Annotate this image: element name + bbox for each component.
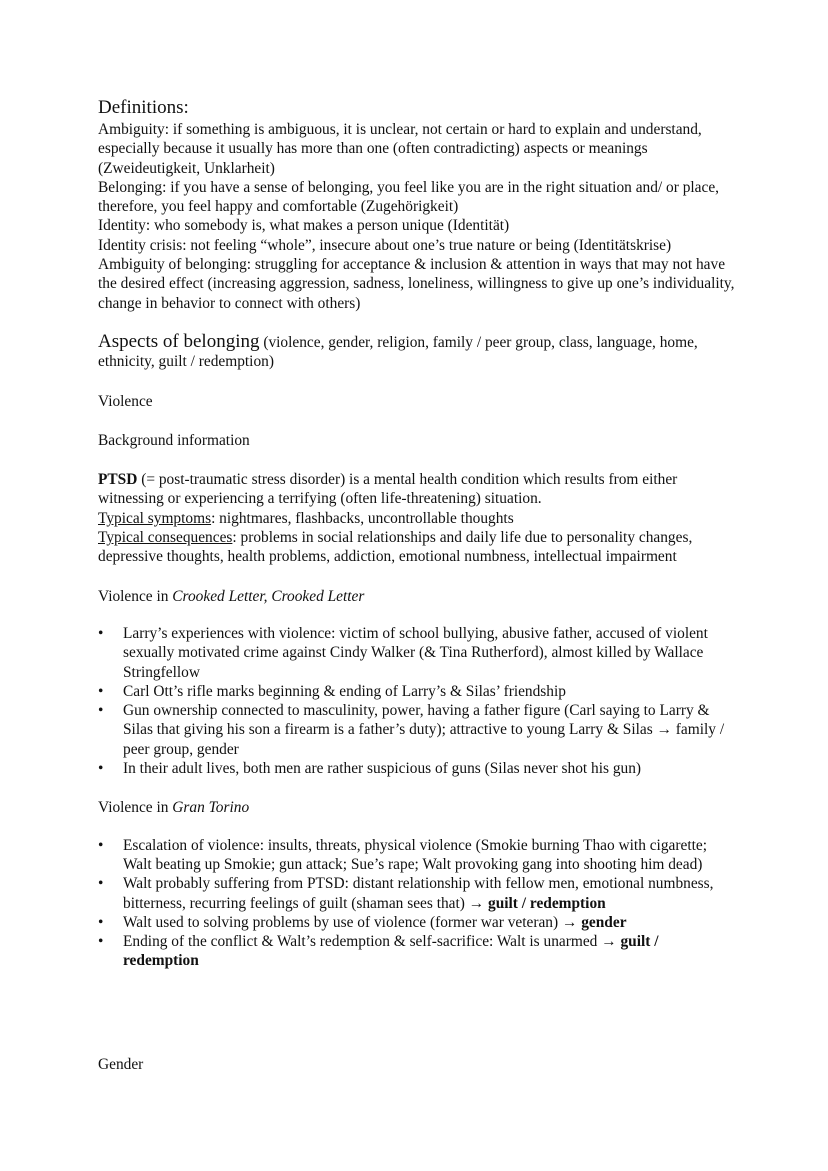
bullet-icon: • (98, 875, 104, 893)
background-heading: Background information (98, 431, 250, 449)
bullet-icon: • (98, 624, 104, 642)
book-title: Crooked Letter, Crooked Letter (172, 587, 365, 605)
list-item-text: Gun ownership connected to masculinity, power, having a father figure (Carl saying to Larry & Silas that giving his son a firearm is a father’s duty); attractive to young Larry & Silas → family / peer group, gender (123, 702, 725, 758)
list-item (98, 874, 738, 913)
bullet-icon: • (98, 933, 104, 951)
list-item (98, 701, 738, 759)
definition-identity: Identity: who somebody is, what makes a person unique (Identität) (98, 217, 510, 235)
bullet-icon: • (98, 682, 104, 700)
ptsd-text: (= post-traumatic stress disorder) is a mental health condition which results from either witnessing or experiencing a terrifying (often life-threatening) situation. (98, 471, 678, 508)
consequences-text: : problems in social relationships and daily life due to personality changes, depressive thoughts, health problems, addiction, emotional numbness, intellectual impairment (98, 529, 693, 566)
symptoms-text: : nightmares, flashbacks, uncontrollable thoughts (211, 509, 514, 527)
definitions-heading: Definitions: (98, 97, 189, 118)
heading-prefix: Violence in (98, 799, 173, 817)
aspects-list: (violence, gender, religion, family / peer group, class, language, home, ethnicity, guilt / redemption) (98, 333, 698, 371)
list-item (98, 913, 738, 932)
aspect-tag: guilt / redemption (488, 894, 606, 912)
list-item (98, 759, 738, 778)
list-item-text: Walt probably suffering from PTSD: distant relationship with fellow men, emotional numbness, bitterness, recurring feelings of guilt (shaman sees that) → (123, 875, 714, 912)
list-item-text: Ending of the conflict & Walt’s redemption & self-sacrifice: Walt is unarmed → (123, 933, 621, 951)
aspect-tag: guilt / redemption (123, 933, 659, 970)
gender-heading: Gender (98, 1056, 144, 1073)
bullet-icon: • (98, 702, 104, 720)
consequences-label: Typical consequences (98, 529, 233, 547)
crooked-letter-list (98, 624, 738, 778)
film-title: Gran Torino (172, 799, 250, 817)
gran-torino-list (98, 836, 738, 971)
heading-prefix: Violence in (98, 587, 173, 605)
list-item-text: Escalation of violence: insults, threats, physical violence (Smokie burning Thao with cigarette; Walt beating up Smokie; gun attack; Sue’s rape; Walt provoking gang into shooting him dead) (123, 836, 707, 873)
definition-identity-crisis: Identity crisis: not feeling “whole”, insecure about one’s true nature or being (Identitätskrise) (98, 236, 672, 254)
definition-ambiguity-of-belonging: Ambiguity of belonging: struggling for acceptance & inclusion & attention in ways that may not have the desired effect (increasing aggression, sadness, loneliness, willingness to give up one’s individuality, change in behavior to connect with others) (98, 256, 735, 312)
list-item-text: Larry’s experiences with violence: victim of school bullying, abusive father, accused of violent sexually motivated crime against Cindy Walker (& Tina Rutherford), almost killed by Wallace Stringfellow (123, 624, 708, 681)
bullet-icon: • (98, 836, 104, 854)
bullet-icon: • (98, 760, 104, 778)
list-item (98, 624, 738, 682)
gran-torino-heading (98, 798, 738, 817)
typical-symptoms (98, 509, 738, 528)
violence-heading: Violence (98, 392, 153, 410)
definition-ambiguity: Ambiguity: if something is ambiguous, it is unclear, not certain or hard to explain and understand, especially because it usually has more than one (often contradicting) aspects or meanings (Zweideutigkeit, Unklarheit) (98, 121, 702, 177)
aspects-of-belonging (98, 332, 738, 372)
aspects-heading: Aspects of belonging (98, 330, 260, 352)
list-item-text: Walt used to solving problems by use of violence (former war veteran) → (123, 913, 582, 931)
ptsd-term: PTSD (98, 471, 138, 489)
aspect-tag: gender (581, 913, 627, 931)
bullet-icon: • (98, 913, 104, 931)
list-item (98, 932, 738, 971)
list-item (98, 682, 738, 701)
list-item-text: In their adult lives, both men are rather suspicious of guns (Silas never shot his gun) (123, 760, 642, 778)
ptsd-definition (98, 470, 738, 509)
crooked-letter-heading (98, 587, 738, 606)
document-page (98, 96, 738, 971)
symptoms-label: Typical symptoms (98, 509, 212, 527)
definition-belonging: Belonging: if you have a sense of belonging, you feel like you are in the right situation and/ or place, therefore, you feel happy and comfortable (Zugehörigkeit) (98, 178, 720, 216)
list-item-text: Carl Ott’s rifle marks beginning & ending of Larry’s & Silas’ friendship (123, 682, 566, 700)
list-item (98, 836, 738, 875)
typical-consequences (98, 528, 738, 567)
